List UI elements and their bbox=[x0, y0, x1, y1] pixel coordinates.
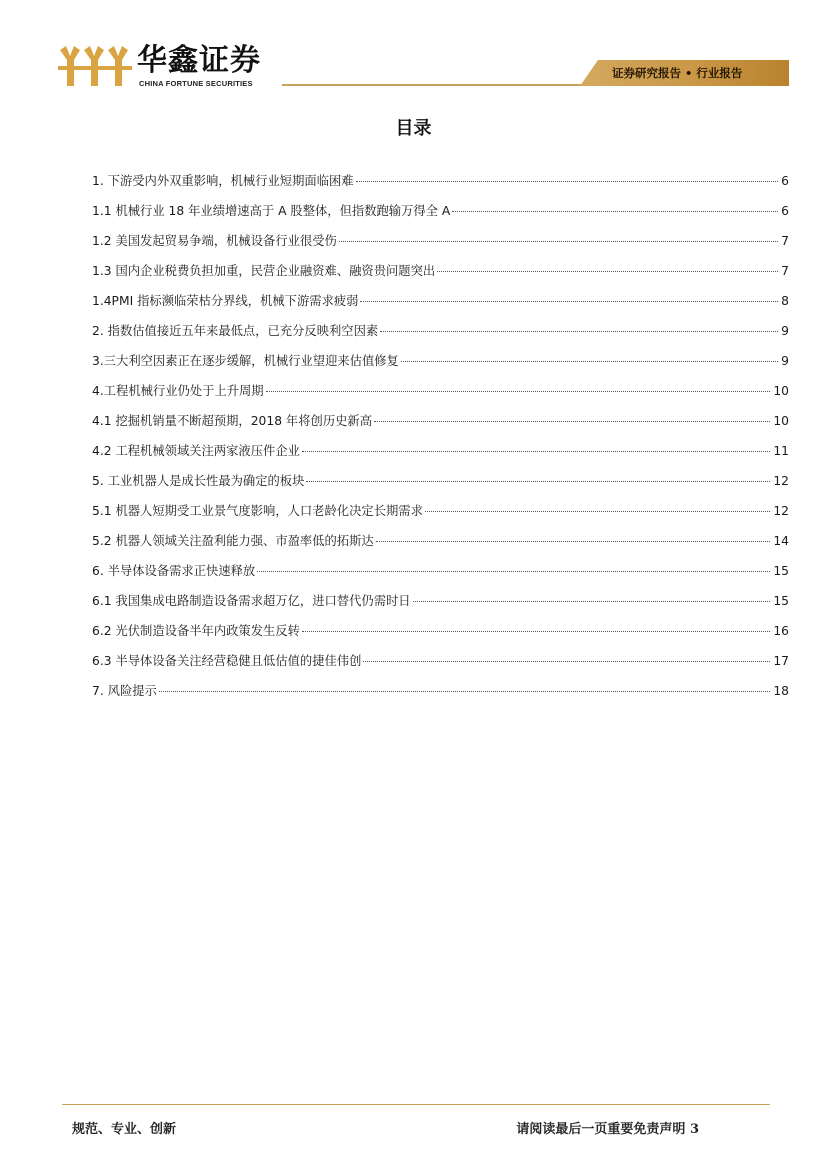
toc-leader-dots bbox=[363, 661, 770, 662]
toc-leader-dots bbox=[425, 511, 770, 512]
table-of-contents bbox=[92, 171, 789, 711]
toc-page-number: 7 bbox=[781, 264, 789, 278]
toc-entry[interactable] bbox=[92, 321, 789, 351]
toc-leader-dots bbox=[413, 601, 771, 602]
toc-entry-title: 4.工程机械行业仍处于上升周期 bbox=[92, 384, 264, 398]
footer-divider bbox=[62, 1104, 770, 1105]
toc-page-number: 6 bbox=[781, 174, 789, 188]
toc-leader-dots bbox=[437, 271, 778, 272]
toc-page-number: 7 bbox=[781, 234, 789, 248]
toc-page-number: 6 bbox=[781, 204, 789, 218]
toc-entry-title: 1.3 国内企业税费负担加重，民营企业融资难、融资贵问题突出 bbox=[92, 264, 436, 278]
toc-entry-title: 6. 半导体设备需求正快速释放 bbox=[92, 564, 256, 578]
toc-entry-title: 5.2 机器人领域关注盈利能力强、市盈率低的拓斯达 bbox=[92, 534, 374, 548]
toc-page-number: 15 bbox=[773, 594, 789, 608]
toc-page-number: 9 bbox=[781, 324, 789, 338]
toc-entry[interactable] bbox=[92, 261, 789, 291]
toc-entry[interactable] bbox=[92, 471, 789, 501]
toc-leader-dots bbox=[302, 451, 770, 452]
toc-entry[interactable] bbox=[92, 531, 789, 561]
company-logo-text: 华鑫证券 bbox=[137, 43, 261, 78]
toc-entry-title: 5. 工业机器人是成长性最为确定的板块 bbox=[92, 474, 305, 488]
toc-page-number: 14 bbox=[773, 534, 789, 548]
report-type-label: 证券研究报告 • 行业报告 bbox=[612, 66, 743, 80]
toc-leader-dots bbox=[452, 211, 778, 212]
toc-leader-dots bbox=[376, 541, 771, 542]
toc-leader-dots bbox=[380, 331, 778, 332]
toc-entry[interactable] bbox=[92, 651, 789, 681]
company-logo-english: CHINA FORTUNE SECURITIES bbox=[139, 79, 253, 88]
toc-entry-title: 6.1 我国集成电路制造设备需求超万亿，进口替代仍需时日 bbox=[92, 594, 411, 608]
toc-entry-title: 5.1 机器人短期受工业景气度影响，人口老龄化决定长期需求 bbox=[92, 504, 423, 518]
toc-leader-dots bbox=[356, 181, 779, 182]
toc-page-number: 17 bbox=[773, 654, 789, 668]
toc-page-number: 10 bbox=[773, 414, 789, 428]
toc-leader-dots bbox=[266, 391, 771, 392]
toc-entry[interactable] bbox=[92, 381, 789, 411]
toc-leader-dots bbox=[257, 571, 770, 572]
toc-leader-dots bbox=[306, 481, 770, 482]
toc-entry-title: 1. 下游受内外双重影响，机械行业短期面临困难 bbox=[92, 174, 354, 188]
toc-page-number: 15 bbox=[773, 564, 789, 578]
toc-entry-title: 3.三大利空因素正在逐步缓解，机械行业望迎来估值修复 bbox=[92, 354, 399, 368]
toc-page-number: 9 bbox=[781, 354, 789, 368]
toc-entry-title: 7. 风险提示 bbox=[92, 684, 157, 698]
toc-page-number: 18 bbox=[773, 684, 789, 698]
toc-entry[interactable] bbox=[92, 291, 789, 321]
toc-entry[interactable] bbox=[92, 201, 789, 231]
toc-entry[interactable] bbox=[92, 681, 789, 711]
toc-leader-dots bbox=[374, 421, 770, 422]
toc-entry-title: 2. 指数估值接近五年来最低点，已充分反映利空因素 bbox=[92, 324, 379, 338]
toc-page-number: 11 bbox=[773, 444, 789, 458]
toc-entry[interactable] bbox=[92, 561, 789, 591]
page-title: 目录 bbox=[395, 118, 432, 139]
toc-entry-title: 4.1 挖掘机销量不断超预期，2018 年将创历史新高 bbox=[92, 414, 373, 428]
toc-leader-dots bbox=[302, 631, 770, 632]
toc-page-number: 16 bbox=[773, 624, 789, 638]
toc-entry[interactable] bbox=[92, 591, 789, 621]
toc-leader-dots bbox=[401, 361, 778, 362]
toc-leader-dots bbox=[360, 301, 778, 302]
toc-entry[interactable] bbox=[92, 621, 789, 651]
toc-leader-dots bbox=[339, 241, 778, 242]
company-logo-icon bbox=[58, 42, 132, 90]
toc-page-number: 8 bbox=[781, 294, 789, 308]
toc-entry-title: 1.4PMI 指标濒临荣枯分界线，机械下游需求疲弱 bbox=[92, 294, 359, 308]
toc-entry-title: 6.2 光伏制造设备半年内政策发生反转 bbox=[92, 624, 300, 638]
toc-entry[interactable] bbox=[92, 501, 789, 531]
toc-entry-title: 1.1 机械行业 18 年业绩增速高于 A 股整体，但指数跑输万得全 A bbox=[92, 204, 451, 218]
toc-page-number: 12 bbox=[773, 504, 789, 518]
toc-entry[interactable] bbox=[92, 441, 789, 471]
toc-entry[interactable] bbox=[92, 171, 789, 201]
footer-slogan: 规范、专业、创新 bbox=[72, 1122, 177, 1137]
toc-page-number: 12 bbox=[773, 474, 789, 488]
footer-disclaimer-page: 请阅读最后一页重要免责声明 3 bbox=[516, 1122, 699, 1137]
toc-entry[interactable] bbox=[92, 351, 789, 381]
toc-entry-title: 6.3 半导体设备关注经营稳健且低估值的捷佳伟创 bbox=[92, 654, 362, 668]
toc-page-number: 10 bbox=[773, 384, 789, 398]
toc-entry[interactable] bbox=[92, 231, 789, 261]
toc-entry-title: 1.2 美国发起贸易争端，机械设备行业很受伤 bbox=[92, 234, 337, 248]
toc-entry[interactable] bbox=[92, 411, 789, 441]
toc-entry-title: 4.2 工程机械领域关注两家液压件企业 bbox=[92, 444, 300, 458]
toc-leader-dots bbox=[159, 691, 771, 692]
